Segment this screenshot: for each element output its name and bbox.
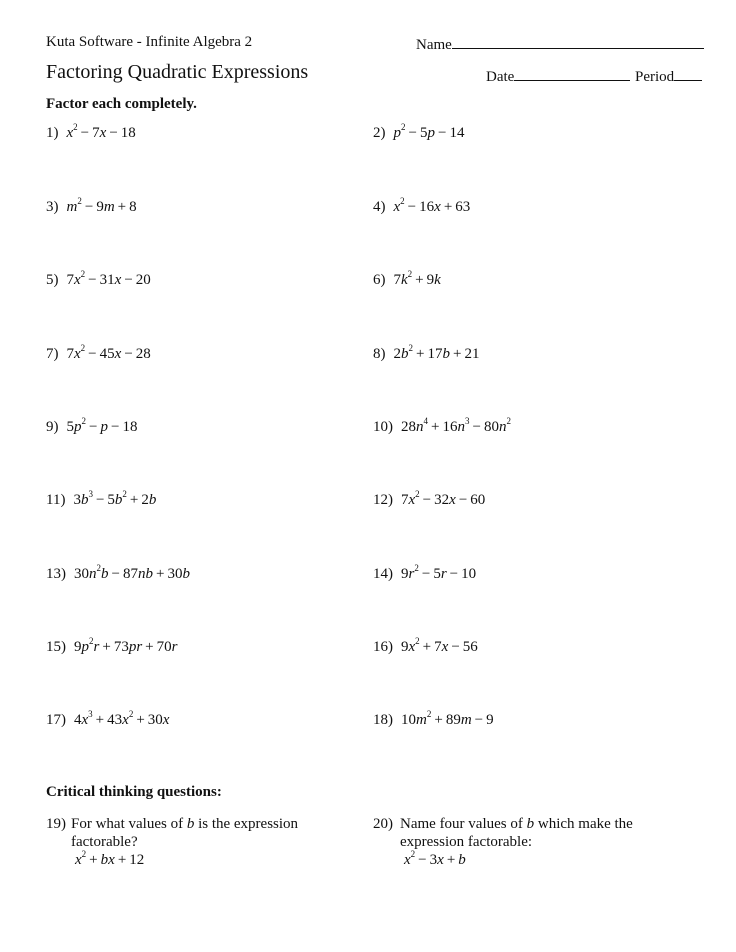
- problem-17: [46, 709, 170, 729]
- period-field[interactable]: [635, 66, 702, 86]
- problem-expression: $p^2 - 5p - 14$: [393, 122, 465, 141]
- problem-expression: $m^2 - 9m + 8$: [66, 196, 137, 215]
- problem-expression: $7x^2 - 45x - 28$: [66, 343, 151, 362]
- period-label: Period: [635, 69, 675, 85]
- problem-expression: $3b^3 - 5b^2 + 2b$: [73, 489, 157, 508]
- problem-expression: $9r^2 - 5r - 10$: [401, 563, 477, 582]
- problem-expression: $7x^2 - 32x - 60$: [401, 489, 486, 508]
- problem-number: 11): [46, 492, 66, 508]
- problem-expression: $x^2 - 16x + 63$: [393, 196, 471, 215]
- question-19-line1: For what values of b is the expression: [71, 816, 299, 832]
- question-20-line1: Name four values of b which make the: [400, 816, 633, 832]
- software-label: Kuta Software - Infinite Algebra 2: [46, 34, 253, 50]
- critical-heading: Critical thinking questions:: [46, 784, 222, 800]
- problem-number: 1): [46, 125, 59, 141]
- question-19-expression: $x^2$ + bx + 12: [75, 849, 145, 868]
- page-title: Factoring Quadratic Expressions: [46, 61, 309, 83]
- problem-number: 8): [373, 346, 386, 362]
- problem-6: [373, 269, 441, 289]
- problem-expression: $30n^2b - 87nb + 30b$: [74, 563, 190, 582]
- problem-number: 6): [373, 272, 386, 288]
- problem-18: [373, 709, 494, 729]
- problem-number: 18): [373, 712, 393, 728]
- problem-7: [46, 343, 151, 363]
- problem-number: 13): [46, 566, 66, 582]
- instructions: Factor each completely.: [46, 96, 197, 112]
- problem-number: 15): [46, 639, 66, 655]
- problem-10: [373, 416, 511, 436]
- problem-3: [46, 196, 137, 216]
- problem-9: [46, 416, 138, 436]
- problem-expression: $7k^2 + 9k$: [393, 269, 441, 288]
- problem-number: 7): [46, 346, 59, 362]
- problem-number: 14): [373, 566, 393, 582]
- problem-number: 4): [373, 199, 386, 215]
- question-20-line2: expression factorable:: [400, 834, 533, 850]
- problem-expression: $x^2 - 7x - 18$: [66, 122, 136, 141]
- name-blank[interactable]: [452, 34, 704, 49]
- problem-number: 17): [46, 712, 66, 728]
- date-label: Date: [486, 69, 515, 85]
- question-number: 19): [46, 816, 66, 832]
- question-19-line2: factorable?: [71, 834, 138, 850]
- question-20: [373, 815, 693, 875]
- problem-number: 12): [373, 492, 393, 508]
- problem-2: [373, 122, 465, 142]
- date-blank[interactable]: [514, 66, 630, 81]
- problem-expression: $5p^2 - p - 18$: [66, 416, 138, 435]
- problem-number: 5): [46, 272, 59, 288]
- problem-16: [373, 636, 478, 656]
- name-field[interactable]: [416, 34, 704, 54]
- problem-expression: $7x^2 - 31x - 20$: [66, 269, 151, 288]
- question-number: 20): [373, 816, 393, 832]
- name-label: Name: [416, 37, 452, 53]
- problem-expression: $28n^4 + 16n^3 - 80n^2$: [401, 416, 511, 435]
- problem-14: [373, 563, 477, 583]
- problem-4: [373, 196, 471, 216]
- problem-expression: $9p^2r + 73pr + 70r$: [74, 636, 178, 655]
- problem-13: [46, 563, 190, 583]
- problem-expression: $4x^3 + 43x^2 + 30x$: [74, 709, 170, 728]
- problem-number: 3): [46, 199, 59, 215]
- problem-8: [373, 343, 480, 363]
- problem-expression: $10m^2 + 89m - 9$: [401, 709, 494, 728]
- problem-number: 10): [373, 419, 393, 435]
- problem-number: 16): [373, 639, 393, 655]
- question-20-expression: $x^2 - 3x + b$: [404, 849, 466, 868]
- question-19: [46, 815, 346, 875]
- problem-number: 9): [46, 419, 59, 435]
- date-field[interactable]: [486, 66, 630, 86]
- problem-expression: $9x^2 + 7x - 56$: [401, 636, 478, 655]
- problem-12: [373, 489, 486, 509]
- problem-number: 2): [373, 125, 386, 141]
- problem-1: [46, 122, 136, 142]
- problem-expression: $2b^2 + 17b + 21$: [393, 343, 480, 362]
- problem-11: [46, 489, 157, 509]
- problem-5: [46, 269, 151, 289]
- problem-15: [46, 636, 178, 656]
- period-blank[interactable]: [674, 66, 702, 81]
